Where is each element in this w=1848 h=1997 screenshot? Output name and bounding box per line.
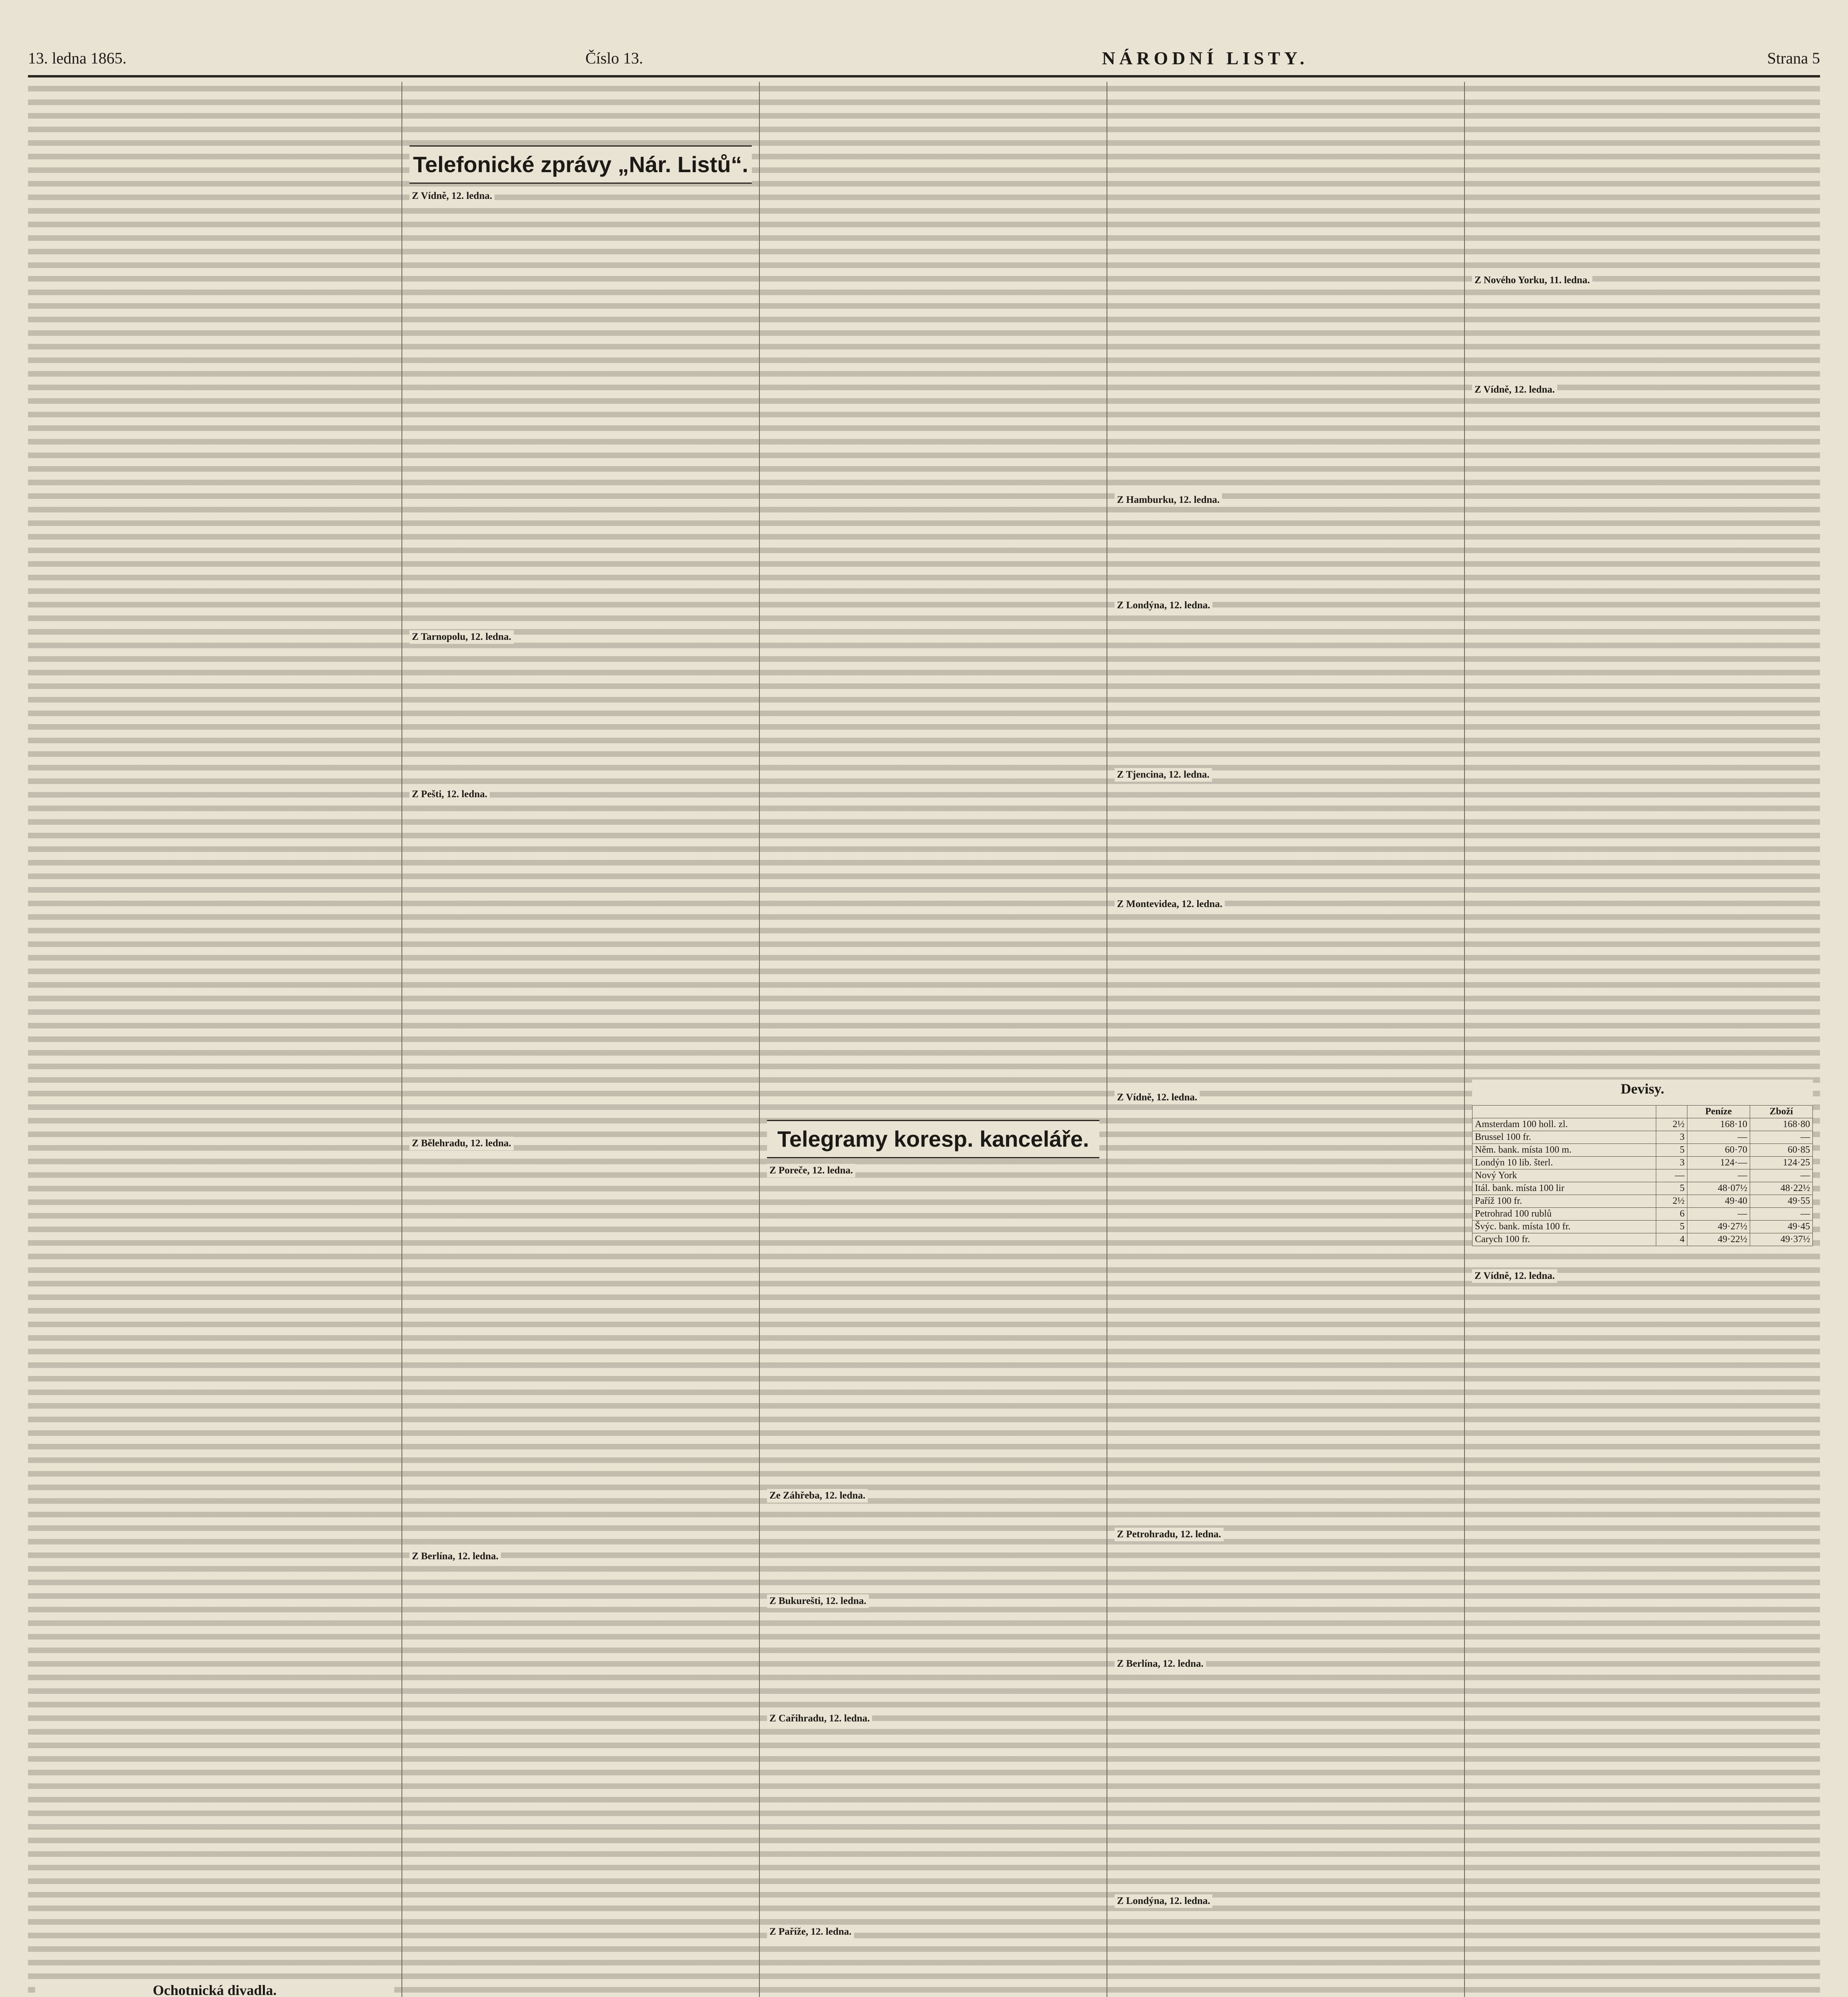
column-2-dateline-1: Z Vídně, 12. ledna. (409, 189, 495, 203)
devisy-cell: Nový York (1472, 1169, 1656, 1182)
devisy-cell: Švýc. bank. místa 100 fr. (1472, 1221, 1656, 1233)
column-3-dateline-2: Ze Záhřeba, 12. ledna. (767, 1489, 868, 1503)
devisy-cell: 49·22½ (1687, 1233, 1750, 1246)
devisy-cell: Petrohrad 100 rublů (1472, 1208, 1656, 1221)
column-4-text-block-1 (1115, 82, 1457, 493)
column-3-dateline-5: Z Paříže, 12. ledna. (767, 1925, 854, 1939)
devisy-cell: 60·70 (1687, 1144, 1750, 1157)
devisy-cell: 49·37½ (1750, 1233, 1812, 1246)
devisy-cell: Brussel 100 fr. (1472, 1131, 1656, 1144)
column-3-text-block-4 (767, 1608, 1099, 1712)
column-1-section-title: Ochotnická divadla. (35, 1981, 394, 1997)
column-4-dateline-7: Z Berlína, 12. ledna. (1115, 1657, 1206, 1671)
column-5-text-block-2 (1472, 287, 1813, 383)
column-3 (759, 82, 1107, 1997)
column-2-text-block-2 (409, 644, 752, 788)
column-4-dateline-6: Z Petrohradu, 12. ledna. (1115, 1528, 1224, 1541)
column-4-text-block-7 (1115, 1541, 1457, 1657)
column-2-dateline-2: Z Tarnopolu, 12. ledna. (409, 630, 514, 644)
column-4-dateline-4: Z Montevidea, 12. ledna. (1115, 897, 1225, 911)
column-4-text-block-5 (1115, 911, 1457, 1091)
column-4-text-block-4 (1115, 782, 1457, 897)
header-rule (28, 75, 1820, 77)
devisy-cell: 124·25 (1750, 1157, 1812, 1169)
devisy-cell: — (1750, 1131, 1812, 1144)
devisy-header-cell (1656, 1106, 1687, 1118)
devisy-row (1472, 1221, 1813, 1233)
column-4-dateline-3: Z Tjencina, 12. ledna. (1115, 768, 1212, 782)
column-4-dateline-1: Z Hamburku, 12. ledna. (1115, 493, 1222, 507)
devisy-row (1472, 1208, 1813, 1221)
devisy-cell: 168·80 (1750, 1118, 1812, 1131)
column-3-section-title: Telegramy koresp. kanceláře. (767, 1120, 1099, 1158)
devisy-cell: — (1750, 1208, 1812, 1221)
devisy-cell: Carych 100 fr. (1472, 1233, 1656, 1246)
column-2-text-block-5 (409, 1563, 752, 1997)
column-2-text-block-1 (409, 203, 752, 630)
column-3-dateline-3: Z Bukurešti, 12. ledna. (767, 1594, 869, 1608)
devisy-cell: — (1687, 1208, 1750, 1221)
column-3-dateline-1: Z Poreče, 12. ledna. (767, 1164, 855, 1177)
devisy-cell: 124·— (1687, 1157, 1750, 1169)
column-4 (1107, 82, 1464, 1997)
column-3-text-block-2 (767, 1177, 1099, 1489)
column-1-text-block (35, 82, 394, 1977)
column-2-dateline-3: Z Pešti, 12. ledna. (409, 788, 490, 801)
devisy-header-cell: Peníze (1687, 1106, 1750, 1118)
devisy-cell: 49·27½ (1687, 1221, 1750, 1233)
issue-number: Číslo 13. (585, 49, 643, 67)
column-2 (401, 82, 759, 1997)
column-1 (28, 82, 401, 1997)
devisy-cell: 6 (1656, 1208, 1687, 1221)
devisy-table (1472, 1105, 1813, 1246)
devisy-row (1472, 1182, 1813, 1195)
column-2-dateline-5: Z Berlína, 12. ledna. (409, 1550, 501, 1563)
column-2-intro-block (409, 82, 752, 140)
devisy-cell: 5 (1656, 1221, 1687, 1233)
column-4-text-block-8 (1115, 1671, 1457, 1894)
masthead-title: NÁRODNÍ LISTY. (1102, 48, 1309, 68)
page-header (28, 44, 1820, 72)
devisy-row (1472, 1233, 1813, 1246)
issue-date: 13. ledna 1865. (28, 49, 127, 67)
devisy-header-cell: Zboží (1750, 1106, 1812, 1118)
column-2-text-block-4 (409, 1150, 752, 1550)
devisy-cell: 48·22½ (1750, 1182, 1812, 1195)
devisy-row (1472, 1169, 1813, 1182)
column-3-text-block-6 (767, 1939, 1099, 1997)
column-4-text-block-6 (1115, 1104, 1457, 1528)
devisy-cell: — (1656, 1169, 1687, 1182)
devisy-cell: 5 (1656, 1182, 1687, 1195)
column-4-text-block-2 (1115, 507, 1457, 599)
devisy-cell: Itál. bank. místa 100 lir (1472, 1182, 1656, 1195)
column-4-text-block-9 (1115, 1908, 1457, 1997)
devisy-cell: 168·10 (1687, 1118, 1750, 1131)
devisy-cell: Paříž 100 fr. (1472, 1195, 1656, 1208)
column-4-text-block-3 (1115, 612, 1457, 768)
column-4-dateline-2: Z Londýna, 12. ledna. (1115, 599, 1212, 612)
devisy-cell: Něm. bank. místa 100 m. (1472, 1144, 1656, 1157)
devisy-header-cell (1472, 1106, 1656, 1118)
devisy-cell: Amsterdam 100 holl. zl. (1472, 1118, 1656, 1131)
column-2-dateline-4: Z Bělehradu, 12. ledna. (409, 1137, 514, 1150)
devisy-cell: 48·07½ (1687, 1182, 1750, 1195)
devisy-cell: 60·85 (1750, 1144, 1812, 1157)
devisy-cell: 4 (1656, 1233, 1687, 1246)
devisy-cell: 3 (1656, 1131, 1687, 1144)
column-5-text-block-4 (1472, 1283, 1813, 1997)
column-5-dateline-1: Z Nového Yorku, 11. ledna. (1472, 274, 1592, 287)
devisy-title: Devisy. (1472, 1080, 1813, 1098)
column-3-text-block-3 (767, 1503, 1099, 1594)
column-5-spacer (1472, 1253, 1813, 1269)
devisy-cell: — (1687, 1169, 1750, 1182)
devisy-cell: 49·40 (1687, 1195, 1750, 1208)
column-3-text-block-5 (767, 1725, 1099, 1925)
devisy-row (1472, 1157, 1813, 1169)
devisy-cell: Londýn 10 lib. šterl. (1472, 1157, 1656, 1169)
column-2-section-title: Telefonické zprávy „Nár. Listů“. (409, 145, 752, 184)
devisy-cell: 5 (1656, 1144, 1687, 1157)
column-5 (1464, 82, 1820, 1997)
devisy-header-row (1472, 1106, 1813, 1118)
devisy-row (1472, 1195, 1813, 1208)
devisy-cell: 3 (1656, 1157, 1687, 1169)
column-4-dateline-5: Z Vídně, 12. ledna. (1115, 1091, 1200, 1104)
devisy-cell: — (1687, 1131, 1750, 1144)
devisy-cell: — (1750, 1169, 1812, 1182)
devisy-table-wrap (1472, 1102, 1813, 1249)
column-5-text-block-3 (1472, 397, 1813, 1076)
column-4-dateline-8: Z Londýna, 12. ledna. (1115, 1894, 1212, 1908)
devisy-row (1472, 1131, 1813, 1144)
devisy-cell: 2½ (1656, 1195, 1687, 1208)
column-5-text-block-1 (1472, 82, 1813, 274)
devisy-cell: 2½ (1656, 1118, 1687, 1131)
page-number: Strana 5 (1767, 49, 1820, 67)
column-3-dateline-4: Z Cařihradu, 12. ledna. (767, 1712, 872, 1725)
devisy-row (1472, 1118, 1813, 1131)
column-5-dateline-3: Z Vídně, 12. ledna. (1472, 1269, 1557, 1283)
column-5-dateline-2: Z Vídně, 12. ledna. (1472, 383, 1557, 397)
devisy-cell: 49·55 (1750, 1195, 1812, 1208)
devisy-row (1472, 1144, 1813, 1157)
column-2-text-block-3 (409, 801, 752, 1137)
column-3-text-block-1 (767, 82, 1099, 1114)
devisy-cell: 49·45 (1750, 1221, 1812, 1233)
